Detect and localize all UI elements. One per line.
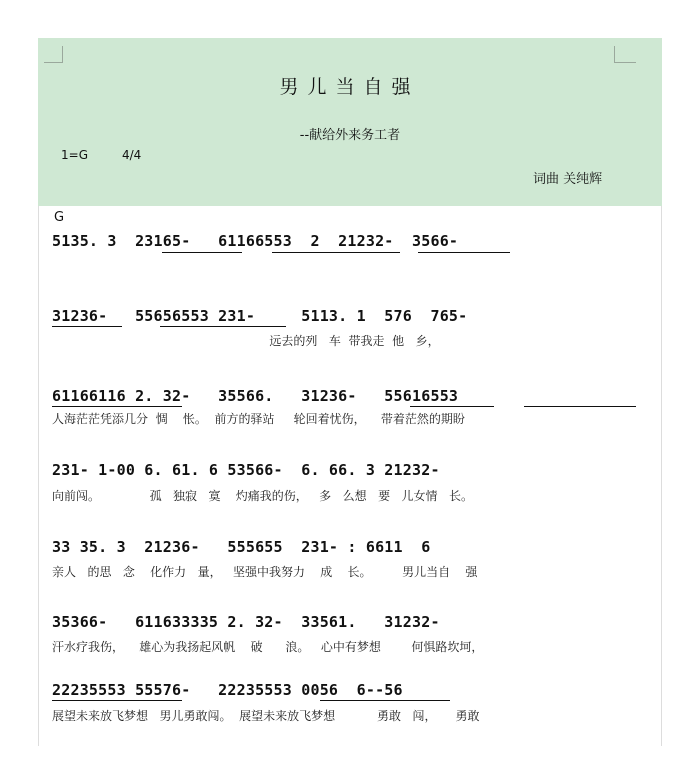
notation-row-7: 22235553 55576- 22235553 0056 6--56: [52, 681, 403, 699]
beam-line: [52, 406, 182, 407]
lyric-row-5: 亲人 的思 念 化作力 量， 坚强中我努力 成 长。 男儿当自 强: [52, 565, 478, 579]
lyric-row-3: 人海茫茫凭添几分 惆 怅。 前方的驿站 轮回着忧伤， 带着茫然的期盼: [52, 412, 465, 426]
section-mark: G: [54, 210, 65, 225]
notation-row-3: 61166116 2. 32- 35566. 31236- 55616553: [52, 387, 459, 405]
notation-row-4: 231- 1-00 6. 61. 6 53566- 6. 66. 3 21232-: [52, 461, 440, 479]
lyric-row-6: 汗水疗我伤， 雄心为我扬起风帆 破 浪。 心中有梦想 何惧路坎坷，: [52, 640, 484, 654]
lyric-row-7: 展望未来放飞梦想 男儿勇敢闯。 展望未来放飞梦想 勇敢 闯， 勇敢: [52, 709, 480, 723]
notation-row-6: 35366- 611633335 2. 32- 33561. 31232-: [52, 613, 440, 631]
beam-line: [410, 406, 494, 407]
beam-line: [524, 406, 636, 407]
beam-line: [52, 700, 182, 701]
corner-mark: [614, 46, 615, 62]
lyric-row-4: 向前闯。 孤 独寂 寞 灼痛我的伤， 多 么想 要 儿女情 长。: [52, 489, 473, 503]
key-signature: 1=G: [61, 148, 88, 162]
time-signature: 4/4: [122, 148, 142, 162]
song-subtitle: --献给外来务工者: [299, 128, 401, 143]
notation-row-1: 5135. 3 23165- 61166553 2 21232- 3566-: [52, 232, 459, 250]
corner-mark: [62, 46, 63, 63]
corner-mark: [44, 62, 62, 63]
beam-line: [52, 326, 122, 327]
notation-row-2: 31236- 55656553 231- 5113. 1 576 765-: [52, 307, 468, 325]
song-title: 男儿当自强: [279, 76, 420, 98]
beam-line: [272, 252, 400, 253]
lyric-row-2: 远去的列 车 带我走 他 乡，: [52, 334, 440, 348]
beam-line: [160, 326, 286, 327]
composer-credit: 词曲 关纯辉: [533, 172, 603, 187]
notation-row-5: 33 35. 3 21236- 555655 231- : 6611 6: [52, 538, 431, 556]
beam-line: [320, 700, 450, 701]
beam-line: [162, 252, 242, 253]
beam-line: [418, 252, 510, 253]
corner-mark: [614, 62, 636, 63]
